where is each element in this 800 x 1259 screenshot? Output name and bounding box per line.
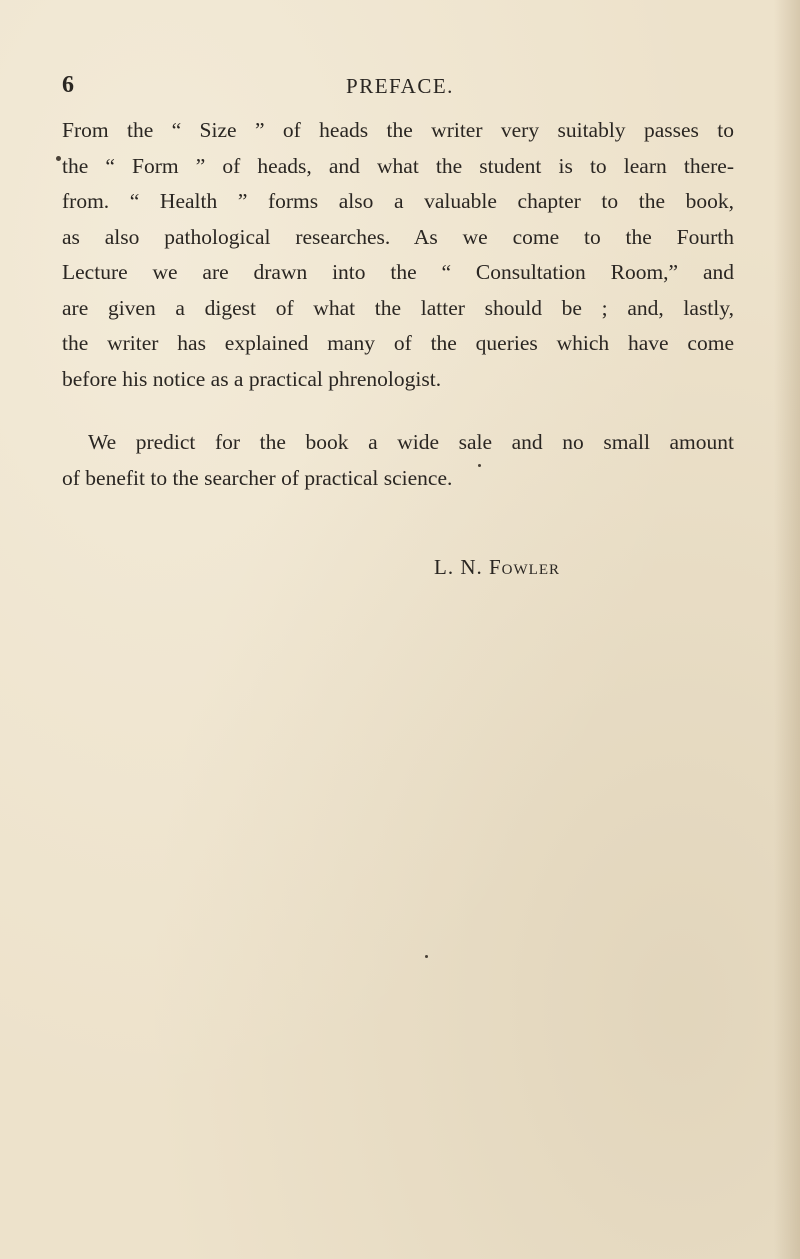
- text-line: the “ Form ” of heads, and what the student is to learn there-: [62, 153, 734, 178]
- signature-name: L. N. Fowler: [434, 555, 560, 579]
- ink-speck: [425, 955, 428, 958]
- text-line: before his notice as a practical phrenologist.: [62, 366, 442, 391]
- page-edge-shadow: [774, 0, 800, 1259]
- text-line: as also pathological researches. As we come to the Fourth: [62, 224, 734, 249]
- text-line: of benefit to the searcher of practical science.: [62, 465, 453, 490]
- running-title: PREFACE.: [346, 74, 454, 98]
- text-line: We predict for the book a wide sale and no small amount: [88, 430, 734, 454]
- ink-speck: [478, 464, 481, 467]
- signature: [0, 555, 800, 585]
- paragraph-2: [62, 425, 734, 496]
- text-line: from. “ Health ” forms also a valuable chapter to the book,: [62, 189, 734, 213]
- text-line: are given a digest of what the latter should be ; and, lastly,: [62, 295, 734, 320]
- text-line: From the “ Size ” of heads the writer very suitably passes to: [62, 118, 734, 142]
- page-number: 6: [62, 72, 74, 98]
- running-head: [0, 72, 800, 102]
- text-line: Lecture we are drawn into the “ Consultation Room,” and: [62, 260, 734, 284]
- ink-speck: [56, 156, 61, 161]
- text-line: the writer has explained many of the queries which have come: [62, 331, 734, 355]
- paragraph-1: [62, 113, 734, 397]
